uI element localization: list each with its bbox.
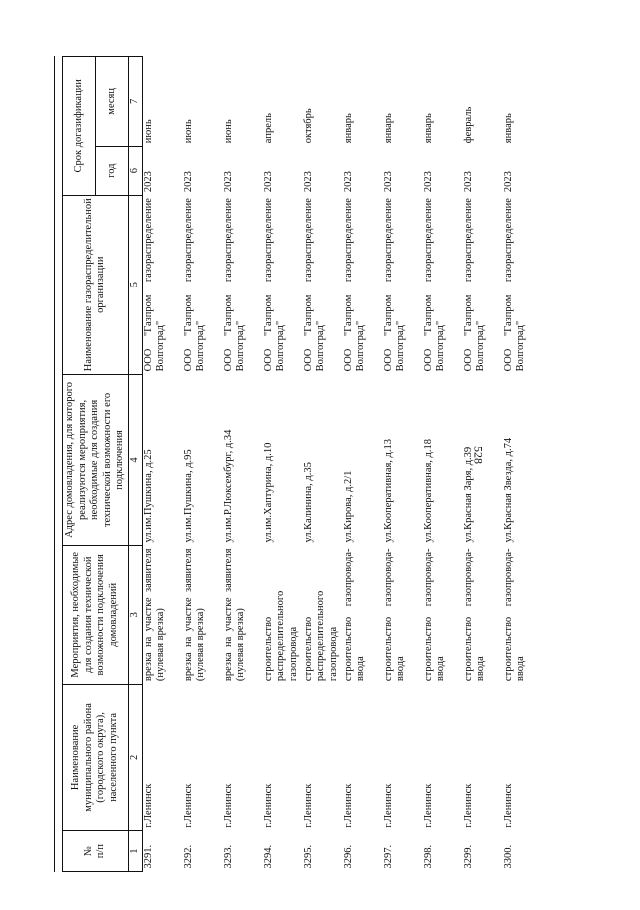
row-number: 3294. (262, 844, 274, 869)
organization-name: ООО "Газпром газораспределение Волгоград" (342, 198, 367, 372)
column-number: 3 (128, 546, 142, 685)
deadline-year: 2023 (342, 171, 354, 193)
deadline-year: 2023 (182, 171, 194, 193)
address-text: ул.Красная Звезда, д.74 (502, 437, 514, 543)
column-numbers-row (128, 57, 142, 872)
row-number: 3297. (382, 844, 394, 869)
organization-name: ООО "Газпром газораспределение Волгоград" (302, 198, 327, 372)
row-number: 3298. (422, 844, 434, 869)
row-number: 3292. (182, 844, 194, 869)
organization-name: ООО "Газпром газораспределение Волгоград" (182, 198, 207, 372)
deadline-year: 2023 (422, 171, 434, 193)
table-row (303, 57, 343, 872)
organization-name: ООО "Газпром газораспределение Волгоград" (222, 198, 247, 372)
header-year: год (95, 146, 128, 195)
table-row (503, 57, 543, 872)
header-number: № п/п (63, 831, 129, 872)
deadline-month: апрель (262, 113, 274, 144)
settlement-name: г.Ленинск (342, 783, 354, 828)
deadline-year: 2023 (502, 171, 514, 193)
row-number: 3295. (302, 844, 314, 869)
column-number: 1 (128, 831, 142, 872)
rotated-document (62, 56, 527, 872)
measure-text: врезка на участке заявителя (нулевая врезка) (222, 548, 247, 682)
deadline-year: 2023 (142, 171, 154, 193)
deadline-month: июнь (182, 119, 194, 144)
header-deadline: Срок догазификации (63, 57, 96, 196)
deadline-year: 2023 (462, 171, 474, 193)
deadline-year: 2023 (222, 171, 234, 193)
settlement-name: г.Ленинск (182, 783, 194, 828)
header-address: Адрес домовладения, для которого реализуются мероприятия, необходимые для создания технической возможности его подключения (63, 374, 129, 545)
table-body (128, 57, 542, 872)
deadline-month: январь (382, 113, 394, 144)
address-text: ул.им.Хаптурина, д.10 (262, 442, 274, 543)
deadline-year: 2023 (382, 171, 394, 193)
measure-text: строительство газопровода-ввода (502, 548, 527, 682)
top-rule (54, 56, 55, 872)
measure-text: строительство газопровода-ввода (382, 548, 407, 682)
header-district: Наименование муниципального района (городского округа), населенного пункта (63, 684, 129, 831)
table-row (383, 57, 423, 872)
organization-name: ООО "Газпром газораспределение Волгоград" (142, 198, 167, 372)
settlement-name: г.Ленинск (302, 783, 314, 828)
deadline-month: июнь (222, 119, 234, 144)
table-row (183, 57, 223, 872)
organization-name: ООО "Газпром газораспределение Волгоград" (502, 198, 527, 372)
header-row (63, 57, 96, 872)
header-month: месяц (95, 57, 128, 147)
table-row (463, 57, 503, 872)
address-text: ул.Кооперативная, д.18 (422, 438, 434, 543)
row-number: 3299. (462, 844, 474, 869)
deadline-month: январь (502, 113, 514, 144)
settlement-name: г.Ленинск (262, 783, 274, 828)
measure-text: строительство распределительного газопровода (302, 590, 339, 682)
measure-text: строительство газопровода-ввода (422, 548, 447, 682)
gasification-table (62, 56, 543, 872)
row-number: 3300. (502, 844, 514, 869)
organization-name: ООО "Газпром газораспределение Волгоград" (422, 198, 447, 372)
header-organization: Наименование газораспределительной организации (63, 195, 129, 374)
address-text: ул.Калинина, д.35 (302, 462, 314, 543)
column-number: 6 (128, 146, 142, 195)
organization-name: ООО "Газпром газораспределение Волгоград" (382, 198, 407, 372)
column-number: 5 (128, 195, 142, 374)
settlement-name: г.Ленинск (142, 783, 154, 828)
measure-text: врезка на участке заявителя (нулевая врезка) (182, 548, 207, 682)
deadline-year: 2023 (262, 171, 274, 193)
page-number: 528 (471, 446, 486, 464)
deadline-month: февраль (462, 106, 474, 144)
row-number: 3293. (222, 844, 234, 869)
address-text: ул.Красная Заря, д.39 (462, 446, 474, 543)
address-text: ул.им.Пушкина, д.25 (142, 449, 154, 543)
deadline-month: январь (342, 113, 354, 144)
organization-name: ООО "Газпром газораспределение Волгоград" (262, 198, 287, 372)
deadline-month: октябрь (302, 108, 314, 144)
measure-text: строительство газопровода-ввода (342, 548, 367, 682)
deadline-year: 2023 (302, 171, 314, 193)
settlement-name: г.Ленинск (422, 783, 434, 828)
column-number: 2 (128, 684, 142, 831)
deadline-month: июнь (142, 119, 154, 144)
settlement-name: г.Ленинск (462, 783, 474, 828)
table-row (263, 57, 303, 872)
table-row (223, 57, 263, 872)
measure-text: строительство распределительного газопровода (262, 590, 299, 682)
column-number: 7 (128, 57, 142, 147)
address-text: ул.Кирова, д.2/1 (342, 470, 354, 543)
row-number: 3291. (142, 844, 154, 869)
table-row (142, 57, 183, 872)
row-number: 3296. (342, 844, 354, 869)
address-text: ул.Кооперативная, д.13 (382, 438, 394, 543)
organization-name: ООО "Газпром газораспределение Волгоград" (462, 198, 487, 372)
header-measures: Мероприятия, необходимые для создания технической возможности подключения домовладений (63, 546, 129, 685)
settlement-name: г.Ленинск (502, 783, 514, 828)
deadline-month: январь (422, 113, 434, 144)
table-row (423, 57, 463, 872)
address-text: ул.им.Р.Люксембург, д.34 (222, 429, 234, 543)
measure-text: строительство газопровода-ввода (462, 548, 487, 682)
address-text: ул.им.Пушкина, д.95 (182, 449, 194, 543)
column-number: 4 (128, 374, 142, 545)
settlement-name: г.Ленинск (222, 783, 234, 828)
measure-text: врезка на участке заявителя (нулевая врезка) (142, 548, 167, 682)
table-row (343, 57, 383, 872)
settlement-name: г.Ленинск (382, 783, 394, 828)
